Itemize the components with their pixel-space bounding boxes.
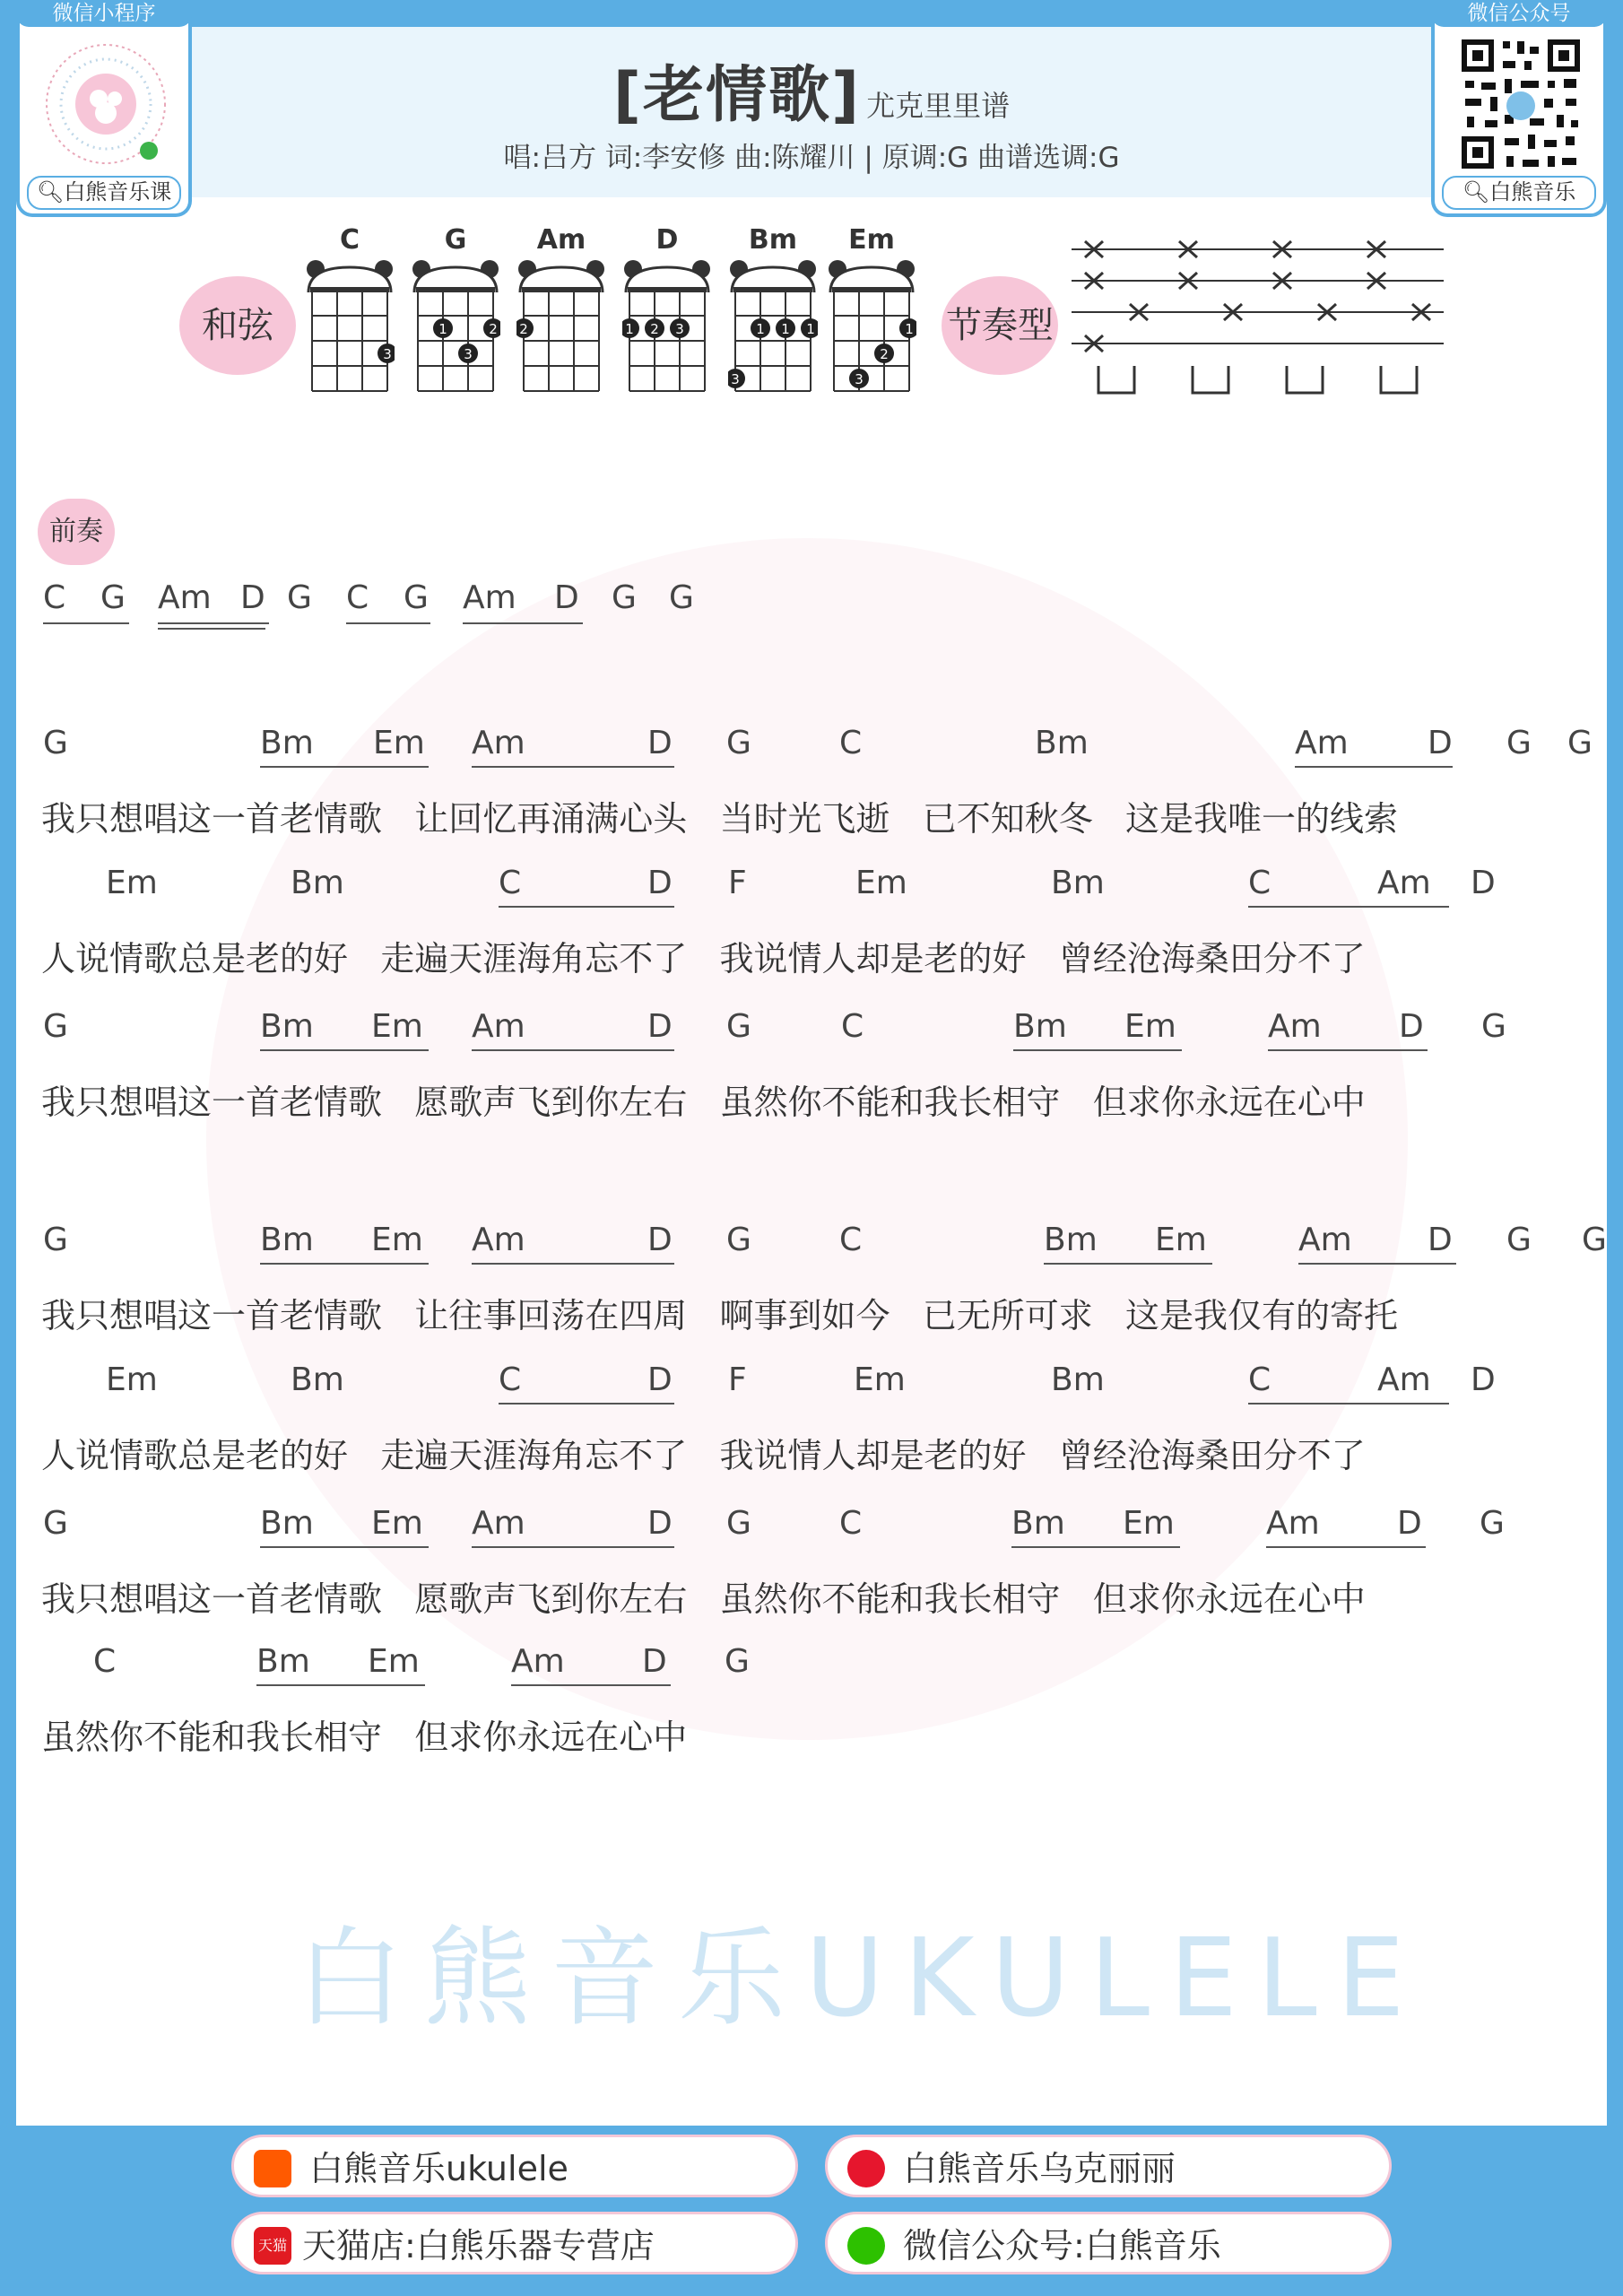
search-icon: 🔍︎: [36, 179, 65, 204]
verse-chord: Am: [1377, 865, 1431, 901]
intro-chord: G: [100, 579, 126, 616]
chord-underline: [346, 622, 430, 624]
svg-text:3: 3: [855, 371, 864, 387]
verse-chord: G: [1480, 1505, 1505, 1542]
verse-chord: Bm: [260, 1008, 314, 1045]
lyric-line: 虽然你不能和我长相守 但求你永远在心中: [41, 1718, 688, 1757]
verse-chord: Bm: [291, 1361, 344, 1398]
tmall-icon: 天猫: [254, 2227, 291, 2265]
verse-chord: Bm: [1013, 1008, 1067, 1045]
background-bear-decoration: [206, 538, 1408, 1740]
verse-chord: Em: [855, 865, 907, 901]
song-meta: 唱:吕方 词:李安修 曲:陈耀川 | 原调:G 曲谱选调:G: [503, 142, 1120, 174]
svg-text:1: 1: [438, 321, 447, 337]
verse-chord: G: [1481, 1008, 1506, 1045]
fretboard-icon: [728, 257, 818, 418]
chord-underline: [1011, 1546, 1180, 1548]
verse-chord: Bm: [256, 1643, 310, 1680]
verse-chord: D: [1399, 1008, 1424, 1045]
verse-chord: D: [647, 865, 673, 901]
chord-underline: [1268, 1049, 1428, 1051]
intro-chord: Am: [158, 579, 212, 616]
svg-text:1: 1: [905, 321, 914, 337]
title-block: [0, 47, 1623, 134]
svg-text:2: 2: [650, 321, 659, 337]
verse-chord: D: [1471, 1361, 1496, 1398]
verse-chord: G: [726, 725, 751, 761]
intro-chord: G: [404, 579, 429, 616]
fretboard-icon: [411, 257, 500, 418]
svg-text:2: 2: [880, 346, 889, 362]
chord-underline: [472, 1263, 674, 1265]
verse-chord: Em: [1124, 1008, 1176, 1045]
watermark: 白熊音乐UKULELE: [296, 1917, 1425, 2041]
verse-chord: D: [647, 1361, 673, 1398]
verse-chord: C: [841, 1008, 864, 1045]
verse-chord: Am: [472, 1505, 525, 1542]
mini-program-search[interactable]: 🔍︎白熊音乐课: [27, 176, 181, 210]
intro-chord: C: [346, 579, 369, 616]
verse-chord: Am: [1298, 1222, 1352, 1258]
verse-chord: Em: [368, 1643, 420, 1680]
official-account-search[interactable]: 🔍︎白熊音乐: [1442, 176, 1596, 210]
chord-diagram-name: G: [444, 224, 467, 256]
taobao-icon: [254, 2150, 291, 2187]
verse-chord: D: [647, 1222, 673, 1258]
chord-underline: [499, 1403, 674, 1405]
chord-underline: [472, 1546, 674, 1548]
verse-chord: Em: [106, 1361, 158, 1398]
verse-chord: G: [43, 1222, 68, 1258]
chord-underline: [260, 1546, 429, 1548]
verse-chord: C: [839, 1222, 863, 1258]
fretboard-icon: [622, 257, 712, 418]
chord-diagram-name: Am: [536, 224, 586, 256]
chord-underline: [1044, 1263, 1212, 1265]
verse-chord: G: [1506, 1222, 1532, 1258]
svg-text:2: 2: [489, 321, 498, 337]
verse-chord: G: [43, 1008, 68, 1045]
chord-underline: [1248, 1403, 1449, 1405]
chord-underline: [472, 766, 674, 768]
lyric-line: 我只想唱这一首老情歌 让回忆再涌满心头 当时光飞逝 已不知秋冬 这是我唯一的线索: [41, 799, 1398, 839]
intro-chord: D: [240, 579, 265, 616]
verse-chord: D: [1471, 865, 1496, 901]
verse-chord: Bm: [1035, 725, 1089, 761]
chord-diagram-name: Bm: [748, 224, 798, 256]
verse-chord: D: [642, 1643, 667, 1680]
rhythm-label-badge: 节奏型: [942, 276, 1058, 375]
lyric-line: 我只想唱这一首老情歌 愿歌声飞到你左右 虽然你不能和我长相守 但求你永远在心中: [41, 1083, 1366, 1122]
verse-chord: C: [1248, 865, 1271, 901]
intro-chord: Am: [463, 579, 516, 616]
lyric-line: 人说情歌总是老的好 走遍天涯海角忘不了 我说情人却是老的好 曾经沧海桑田分不了: [41, 1436, 1366, 1475]
lyric-line: 我只想唱这一首老情歌 让往事回荡在四周 啊事到如今 已无所可求 这是我仅有的寄托: [41, 1296, 1398, 1335]
social-pill-weibo[interactable]: 白熊音乐乌克丽丽: [825, 2135, 1392, 2197]
chord-underline: [463, 622, 583, 624]
chord-underline: [260, 1049, 429, 1051]
official-account-tag: 微信公众号: [1431, 0, 1607, 27]
verse-chord: Am: [1295, 725, 1349, 761]
verse-chord: Am: [1268, 1008, 1322, 1045]
lyric-line: 我只想唱这一首老情歌 愿歌声飞到你左右 虽然你不能和我长相守 但求你永远在心中: [41, 1579, 1366, 1619]
chord-underline: [256, 1684, 425, 1686]
social-pill-ukulele[interactable]: 白熊音乐ukulele: [231, 2135, 798, 2197]
verse-chord: Em: [854, 1361, 906, 1398]
chord-underline: [260, 1263, 429, 1265]
verse-chord: Em: [371, 1222, 423, 1258]
verse-chord: Bm: [1051, 865, 1105, 901]
intro-chord: G: [612, 579, 637, 616]
verse-chord: D: [647, 1008, 673, 1045]
verse-chord: G: [726, 1008, 751, 1045]
verse-chord: C: [499, 865, 522, 901]
verse-chord: C: [1248, 1361, 1271, 1398]
verse-chord: G: [726, 1222, 751, 1258]
svg-text:3: 3: [464, 346, 473, 362]
chord-underline: [260, 766, 429, 768]
weibo-icon: [847, 2150, 885, 2187]
intro-chord: D: [554, 579, 579, 616]
song-title: [老情歌]: [612, 60, 862, 131]
verse-chord: Am: [1377, 1361, 1431, 1398]
social-pill-wechat[interactable]: 微信公众号:白熊音乐: [825, 2212, 1392, 2274]
svg-text:1: 1: [756, 321, 765, 337]
verse-chord: Bm: [260, 1505, 314, 1542]
wechat-icon: [847, 2227, 885, 2265]
verse-chord: D: [647, 1505, 673, 1542]
verse-chord: Am: [511, 1643, 565, 1680]
verse-chord: C: [839, 725, 863, 761]
chord-underline: [158, 628, 265, 630]
intro-badge: 前奏: [38, 499, 115, 565]
chord-underline: [499, 906, 674, 908]
social-pill-tmall[interactable]: 天猫 天猫店:白熊乐器专营店: [231, 2212, 798, 2274]
svg-text:3: 3: [383, 346, 392, 362]
chord-underline: [1248, 906, 1449, 908]
svg-text:3: 3: [731, 371, 740, 387]
verse-chord: Bm: [291, 865, 344, 901]
verse-chord: Bm: [1044, 1222, 1098, 1258]
verse-chord: G: [1582, 1222, 1607, 1258]
svg-text:2: 2: [519, 321, 528, 337]
verse-chord: Em: [373, 725, 425, 761]
verse-chord: Bm: [260, 725, 314, 761]
verse-chord: G: [1506, 725, 1532, 761]
verse-chord: G: [725, 1643, 750, 1680]
verse-chord: Am: [472, 725, 525, 761]
fretboard-icon: [516, 257, 606, 418]
search-icon: 🔍︎: [1462, 179, 1490, 204]
verse-chord: D: [1428, 725, 1453, 761]
svg-text:1: 1: [625, 321, 634, 337]
top-bar: [0, 0, 1623, 27]
intro-chord: G: [669, 579, 694, 616]
verse-chord: C: [499, 1361, 522, 1398]
chord-underline: [1295, 766, 1453, 768]
verse-chord: G: [1567, 725, 1593, 761]
song-subtitle: 尤克里里谱: [866, 89, 1011, 123]
verse-chord: G: [43, 725, 68, 761]
verse-chord: C: [839, 1505, 863, 1542]
verse-chord: F: [728, 865, 747, 901]
verse-chord: F: [728, 1361, 747, 1398]
verse-chord: Am: [472, 1008, 525, 1045]
fretboard-icon: [827, 257, 916, 418]
svg-text:3: 3: [675, 321, 684, 337]
verse-chord: Em: [1123, 1505, 1175, 1542]
verse-chord: G: [726, 1505, 751, 1542]
verse-chord: Bm: [260, 1222, 314, 1258]
verse-chord: D: [1397, 1505, 1422, 1542]
verse-chord: C: [93, 1643, 117, 1680]
chords-label-badge: 和弦: [179, 276, 296, 375]
chord-underline: [1266, 1546, 1426, 1548]
chord-underline: [472, 1049, 674, 1051]
verse-chord: Em: [371, 1505, 423, 1542]
chord-underline: [511, 1684, 671, 1686]
chord-underline: [158, 622, 269, 624]
svg-text:1: 1: [781, 321, 790, 337]
verse-chord: D: [647, 725, 673, 761]
verse-chord: Bm: [1011, 1505, 1065, 1542]
verse-chord: Am: [472, 1222, 525, 1258]
lyric-line: 人说情歌总是老的好 走遍天涯海角忘不了 我说情人却是老的好 曾经沧海桑田分不了: [41, 939, 1366, 978]
chord-underline: [1298, 1263, 1456, 1265]
verse-chord: Em: [106, 865, 158, 901]
verse-chord: Am: [1266, 1505, 1320, 1542]
chord-underline: [1013, 1049, 1182, 1051]
mini-program-tag: 微信小程序: [16, 0, 192, 27]
verse-chord: Bm: [1051, 1361, 1105, 1398]
verse-chord: D: [1428, 1222, 1453, 1258]
chord-diagram-name: D: [655, 224, 679, 256]
intro-chord: G: [287, 579, 312, 616]
rhythm-pattern: [1067, 231, 1453, 402]
verse-chord: G: [43, 1505, 68, 1542]
fretboard-icon: [305, 257, 395, 418]
footer-bar: [0, 2126, 1623, 2296]
verse-chord: Em: [1155, 1222, 1207, 1258]
chord-diagram-name: C: [339, 224, 360, 256]
chord-diagram-name: Em: [848, 224, 895, 256]
svg-text:1: 1: [806, 321, 815, 337]
verse-chord: Em: [371, 1008, 423, 1045]
intro-chord: C: [43, 579, 66, 616]
chord-underline: [43, 622, 129, 624]
